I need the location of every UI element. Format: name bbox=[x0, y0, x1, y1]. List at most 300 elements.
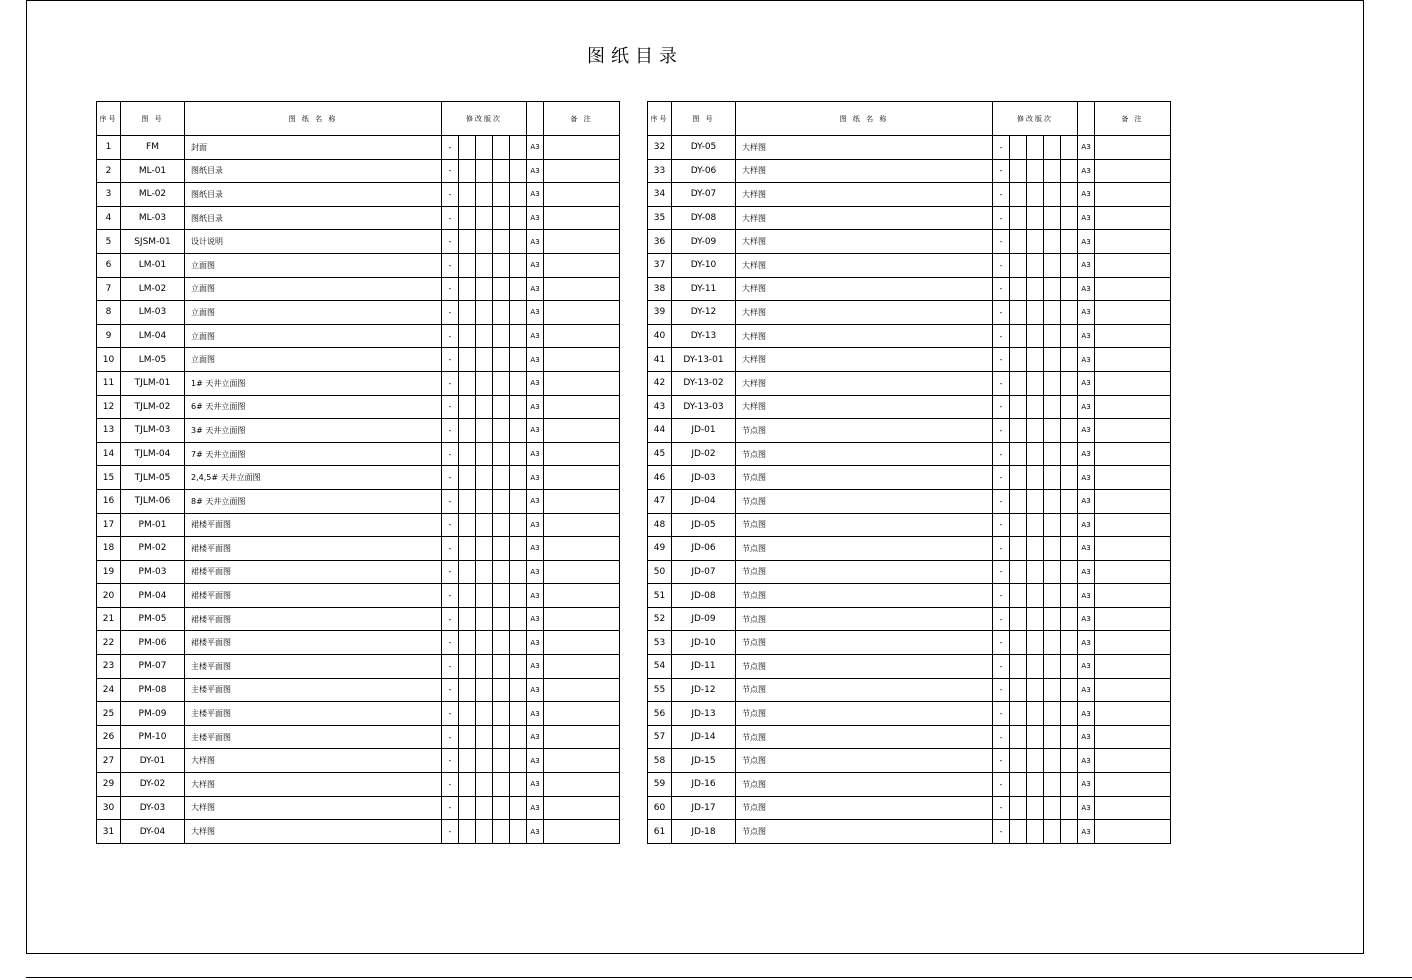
cell-remark bbox=[1095, 419, 1171, 443]
cell-no: 36 bbox=[648, 230, 672, 254]
cell-revision-blank bbox=[1027, 560, 1044, 584]
cell-no: 10 bbox=[97, 348, 121, 372]
cell-revision-blank bbox=[510, 419, 527, 443]
header-code: 图 号 bbox=[672, 102, 736, 136]
cell-no: 45 bbox=[648, 442, 672, 466]
cell-code: LM-03 bbox=[121, 301, 185, 325]
cell-revision-blank bbox=[1044, 159, 1061, 183]
cell-revision: - bbox=[442, 631, 459, 655]
table-row bbox=[648, 324, 1171, 348]
cell-revision-blank bbox=[1061, 324, 1078, 348]
table-row bbox=[648, 277, 1171, 301]
cell-remark bbox=[1095, 183, 1171, 207]
cell-revision-blank bbox=[1044, 206, 1061, 230]
cell-revision: - bbox=[442, 513, 459, 537]
table-row bbox=[97, 749, 620, 773]
cell-code: DY-11 bbox=[672, 277, 736, 301]
cell-remark bbox=[1095, 230, 1171, 254]
cell-format: A3 bbox=[527, 348, 544, 372]
cell-revision-blank bbox=[493, 348, 510, 372]
cell-no: 42 bbox=[648, 371, 672, 395]
table-row bbox=[648, 395, 1171, 419]
cell-revision-blank bbox=[1061, 773, 1078, 797]
cell-revision-blank bbox=[476, 159, 493, 183]
cell-no: 43 bbox=[648, 395, 672, 419]
cell-name: 大样图 bbox=[185, 749, 442, 773]
cell-revision-blank bbox=[1027, 607, 1044, 631]
table-row bbox=[97, 584, 620, 608]
cell-revision-blank bbox=[1061, 678, 1078, 702]
cell-revision-blank bbox=[1010, 702, 1027, 726]
cell-revision: - bbox=[993, 183, 1010, 207]
cell-code: DY-05 bbox=[672, 136, 736, 160]
cell-code: ML-01 bbox=[121, 159, 185, 183]
cell-revision-blank bbox=[1044, 230, 1061, 254]
cell-revision-blank bbox=[1010, 183, 1027, 207]
cell-revision: - bbox=[993, 395, 1010, 419]
cell-revision-blank bbox=[476, 348, 493, 372]
cell-format: A3 bbox=[527, 206, 544, 230]
table-row bbox=[97, 206, 620, 230]
cell-name: 裙楼平面图 bbox=[185, 513, 442, 537]
cell-remark bbox=[544, 466, 620, 490]
cell-revision-blank bbox=[1044, 466, 1061, 490]
cell-revision: - bbox=[442, 442, 459, 466]
cell-revision-blank bbox=[476, 631, 493, 655]
cell-revision-blank bbox=[510, 631, 527, 655]
cell-code: JD-03 bbox=[672, 466, 736, 490]
cell-remark bbox=[544, 584, 620, 608]
cell-revision-blank bbox=[459, 395, 476, 419]
cell-revision: - bbox=[993, 749, 1010, 773]
cell-remark bbox=[1095, 560, 1171, 584]
cell-revision-blank bbox=[1010, 442, 1027, 466]
cell-format: A3 bbox=[527, 136, 544, 160]
cell-revision-blank bbox=[510, 489, 527, 513]
cell-format: A3 bbox=[1078, 749, 1095, 773]
cell-revision-blank bbox=[1010, 348, 1027, 372]
cell-name: 7# 天井立面图 bbox=[185, 442, 442, 466]
cell-revision-blank bbox=[1010, 678, 1027, 702]
cell-revision-blank bbox=[1010, 395, 1027, 419]
cell-revision-blank bbox=[493, 631, 510, 655]
cell-revision-blank bbox=[1061, 537, 1078, 561]
cell-format: A3 bbox=[1078, 136, 1095, 160]
cell-code: JD-07 bbox=[672, 560, 736, 584]
cell-name: 节点图 bbox=[736, 631, 993, 655]
cell-format: A3 bbox=[1078, 253, 1095, 277]
cell-no: 57 bbox=[648, 725, 672, 749]
cell-revision: - bbox=[993, 489, 1010, 513]
cell-revision-blank bbox=[493, 301, 510, 325]
cell-revision-blank bbox=[493, 395, 510, 419]
cell-revision-blank bbox=[1010, 773, 1027, 797]
table-row bbox=[97, 820, 620, 844]
cell-revision-blank bbox=[493, 560, 510, 584]
cell-code: TJLM-05 bbox=[121, 466, 185, 490]
cell-revision-blank bbox=[476, 395, 493, 419]
cell-revision: - bbox=[993, 513, 1010, 537]
cell-name: 节点图 bbox=[736, 489, 993, 513]
table-row bbox=[648, 183, 1171, 207]
cell-remark bbox=[1095, 725, 1171, 749]
cell-name: 大样图 bbox=[736, 371, 993, 395]
cell-no: 3 bbox=[97, 183, 121, 207]
cell-code: JD-06 bbox=[672, 537, 736, 561]
cell-format: A3 bbox=[527, 607, 544, 631]
cell-revision-blank bbox=[459, 277, 476, 301]
cell-revision-blank bbox=[1027, 301, 1044, 325]
cell-revision: - bbox=[993, 655, 1010, 679]
cell-no: 18 bbox=[97, 537, 121, 561]
page-title: 图纸目录 bbox=[587, 46, 683, 67]
cell-revision-blank bbox=[493, 230, 510, 254]
cell-revision-blank bbox=[510, 560, 527, 584]
cell-revision-blank bbox=[1027, 324, 1044, 348]
header-name: 图 纸 名 称 bbox=[736, 102, 993, 136]
drawing-index-table-left bbox=[96, 101, 620, 844]
cell-revision-blank bbox=[476, 253, 493, 277]
cell-name: 节点图 bbox=[736, 513, 993, 537]
cell-revision-blank bbox=[1010, 749, 1027, 773]
cell-name: 大样图 bbox=[736, 230, 993, 254]
cell-revision: - bbox=[442, 773, 459, 797]
cell-code: DY-13-02 bbox=[672, 371, 736, 395]
cell-format: A3 bbox=[527, 419, 544, 443]
table-row bbox=[97, 348, 620, 372]
cell-revision-blank bbox=[459, 702, 476, 726]
table-row bbox=[97, 442, 620, 466]
cell-revision-blank bbox=[493, 442, 510, 466]
table-row bbox=[97, 183, 620, 207]
cell-revision-blank bbox=[476, 206, 493, 230]
table-row bbox=[648, 159, 1171, 183]
table-row bbox=[97, 371, 620, 395]
cell-name: 6# 天井立面图 bbox=[185, 395, 442, 419]
cell-no: 12 bbox=[97, 395, 121, 419]
table-row bbox=[97, 230, 620, 254]
cell-revision-blank bbox=[1010, 253, 1027, 277]
cell-revision-blank bbox=[1061, 796, 1078, 820]
cell-remark bbox=[1095, 277, 1171, 301]
cell-code: PM-07 bbox=[121, 655, 185, 679]
cell-no: 14 bbox=[97, 442, 121, 466]
table-row bbox=[648, 749, 1171, 773]
cell-code: LM-02 bbox=[121, 277, 185, 301]
cell-revision-blank bbox=[1061, 702, 1078, 726]
cell-code: DY-06 bbox=[672, 159, 736, 183]
cell-revision-blank bbox=[1027, 749, 1044, 773]
cell-name: 立面图 bbox=[185, 253, 442, 277]
cell-revision-blank bbox=[493, 725, 510, 749]
cell-revision-blank bbox=[476, 702, 493, 726]
table-row bbox=[648, 466, 1171, 490]
table-row bbox=[648, 419, 1171, 443]
cell-code: JD-05 bbox=[672, 513, 736, 537]
cell-revision-blank bbox=[1061, 820, 1078, 844]
cell-revision-blank bbox=[510, 324, 527, 348]
table-row bbox=[648, 301, 1171, 325]
table-row bbox=[97, 136, 620, 160]
cell-remark bbox=[1095, 607, 1171, 631]
cell-code: DY-12 bbox=[672, 301, 736, 325]
cell-revision-blank bbox=[1044, 371, 1061, 395]
cell-code: JD-04 bbox=[672, 489, 736, 513]
cell-revision-blank bbox=[1061, 655, 1078, 679]
table-row bbox=[97, 631, 620, 655]
cell-revision-blank bbox=[1061, 749, 1078, 773]
cell-format: A3 bbox=[527, 796, 544, 820]
cell-revision-blank bbox=[476, 301, 493, 325]
cell-format: A3 bbox=[1078, 371, 1095, 395]
cell-remark bbox=[1095, 820, 1171, 844]
cell-revision-blank bbox=[1010, 136, 1027, 160]
cell-format: A3 bbox=[1078, 678, 1095, 702]
cell-revision: - bbox=[442, 419, 459, 443]
cell-revision: - bbox=[442, 607, 459, 631]
cell-no: 38 bbox=[648, 277, 672, 301]
table-row bbox=[97, 395, 620, 419]
cell-format: A3 bbox=[527, 277, 544, 301]
cell-revision-blank bbox=[476, 537, 493, 561]
cell-revision-blank bbox=[459, 725, 476, 749]
cell-no: 6 bbox=[97, 253, 121, 277]
cell-revision-blank bbox=[476, 820, 493, 844]
cell-code: TJLM-02 bbox=[121, 395, 185, 419]
cell-no: 52 bbox=[648, 607, 672, 631]
table-row bbox=[648, 820, 1171, 844]
cell-remark bbox=[544, 348, 620, 372]
cell-remark bbox=[1095, 206, 1171, 230]
cell-revision-blank bbox=[493, 655, 510, 679]
cell-revision-blank bbox=[459, 820, 476, 844]
table-row bbox=[648, 584, 1171, 608]
cell-revision-blank bbox=[510, 773, 527, 797]
cell-code: PM-10 bbox=[121, 725, 185, 749]
cell-code: JD-12 bbox=[672, 678, 736, 702]
cell-no: 47 bbox=[648, 489, 672, 513]
table-row bbox=[97, 725, 620, 749]
frame-bottom-line bbox=[26, 977, 1412, 978]
cell-format: A3 bbox=[1078, 489, 1095, 513]
cell-no: 15 bbox=[97, 466, 121, 490]
cell-revision-blank bbox=[1044, 749, 1061, 773]
cell-format: A3 bbox=[1078, 442, 1095, 466]
table-row bbox=[648, 560, 1171, 584]
cell-revision-blank bbox=[493, 206, 510, 230]
cell-remark bbox=[1095, 584, 1171, 608]
cell-name: 节点图 bbox=[736, 725, 993, 749]
cell-remark bbox=[544, 442, 620, 466]
cell-remark bbox=[544, 678, 620, 702]
table-row bbox=[97, 489, 620, 513]
cell-format: A3 bbox=[1078, 395, 1095, 419]
cell-revision-blank bbox=[1027, 159, 1044, 183]
cell-revision-blank bbox=[1061, 395, 1078, 419]
cell-revision-blank bbox=[476, 678, 493, 702]
cell-remark bbox=[1095, 489, 1171, 513]
cell-revision-blank bbox=[1010, 820, 1027, 844]
table-row bbox=[648, 607, 1171, 631]
cell-name: 3# 天井立面图 bbox=[185, 419, 442, 443]
cell-revision-blank bbox=[1044, 277, 1061, 301]
cell-name: 大样图 bbox=[736, 277, 993, 301]
cell-revision-blank bbox=[459, 489, 476, 513]
cell-revision-blank bbox=[1027, 513, 1044, 537]
cell-name: 节点图 bbox=[736, 584, 993, 608]
table-body-right bbox=[648, 136, 1171, 844]
cell-revision: - bbox=[442, 348, 459, 372]
table-row bbox=[97, 655, 620, 679]
cell-name: 主楼平面图 bbox=[185, 655, 442, 679]
cell-revision-blank bbox=[459, 159, 476, 183]
cell-revision-blank bbox=[1027, 796, 1044, 820]
cell-revision-blank bbox=[493, 537, 510, 561]
cell-revision-blank bbox=[1044, 631, 1061, 655]
header-remark: 备 注 bbox=[1095, 102, 1171, 136]
cell-revision: - bbox=[442, 584, 459, 608]
cell-format: A3 bbox=[527, 183, 544, 207]
cell-revision-blank bbox=[459, 678, 476, 702]
cell-revision-blank bbox=[510, 183, 527, 207]
cell-format: A3 bbox=[527, 253, 544, 277]
header-format bbox=[1078, 102, 1095, 136]
cell-revision-blank bbox=[1044, 678, 1061, 702]
table-row bbox=[97, 466, 620, 490]
cell-remark bbox=[544, 253, 620, 277]
cell-no: 49 bbox=[648, 537, 672, 561]
cell-code: DY-13-03 bbox=[672, 395, 736, 419]
cell-revision: - bbox=[993, 820, 1010, 844]
cell-code: JD-15 bbox=[672, 749, 736, 773]
cell-name: 节点图 bbox=[736, 419, 993, 443]
cell-remark bbox=[544, 324, 620, 348]
cell-revision: - bbox=[442, 749, 459, 773]
cell-revision: - bbox=[993, 348, 1010, 372]
cell-revision-blank bbox=[510, 678, 527, 702]
cell-code: JD-18 bbox=[672, 820, 736, 844]
cell-revision: - bbox=[993, 631, 1010, 655]
cell-remark bbox=[544, 773, 620, 797]
cell-revision-blank bbox=[510, 442, 527, 466]
cell-revision-blank bbox=[1010, 725, 1027, 749]
cell-revision-blank bbox=[459, 631, 476, 655]
cell-name: 节点图 bbox=[736, 702, 993, 726]
cell-name: 大样图 bbox=[185, 820, 442, 844]
table-row bbox=[648, 489, 1171, 513]
cell-revision: - bbox=[993, 253, 1010, 277]
cell-revision-blank bbox=[1010, 159, 1027, 183]
cell-no: 35 bbox=[648, 206, 672, 230]
cell-revision-blank bbox=[1027, 773, 1044, 797]
cell-remark bbox=[544, 702, 620, 726]
cell-revision-blank bbox=[1061, 253, 1078, 277]
cell-remark bbox=[1095, 371, 1171, 395]
cell-code: SJSM-01 bbox=[121, 230, 185, 254]
cell-revision-blank bbox=[510, 159, 527, 183]
table-row bbox=[648, 537, 1171, 561]
cell-revision-blank bbox=[510, 371, 527, 395]
cell-remark bbox=[544, 537, 620, 561]
cell-revision-blank bbox=[510, 395, 527, 419]
cell-revision: - bbox=[442, 655, 459, 679]
cell-no: 8 bbox=[97, 301, 121, 325]
cell-revision-blank bbox=[459, 749, 476, 773]
cell-revision-blank bbox=[1061, 301, 1078, 325]
cell-format: A3 bbox=[527, 749, 544, 773]
cell-revision: - bbox=[993, 702, 1010, 726]
table-row bbox=[97, 253, 620, 277]
cell-revision-blank bbox=[459, 230, 476, 254]
cell-revision-blank bbox=[476, 136, 493, 160]
cell-name: 图纸目录 bbox=[185, 206, 442, 230]
cell-revision-blank bbox=[510, 537, 527, 561]
cell-revision-blank bbox=[1044, 560, 1061, 584]
cell-revision: - bbox=[993, 773, 1010, 797]
cell-revision-blank bbox=[1044, 820, 1061, 844]
cell-revision: - bbox=[993, 324, 1010, 348]
cell-format: A3 bbox=[527, 301, 544, 325]
cell-name: 裙楼平面图 bbox=[185, 537, 442, 561]
cell-no: 44 bbox=[648, 419, 672, 443]
cell-name: 大样图 bbox=[736, 324, 993, 348]
table-row bbox=[97, 419, 620, 443]
table-row bbox=[97, 513, 620, 537]
cell-revision-blank bbox=[1027, 136, 1044, 160]
cell-remark bbox=[1095, 796, 1171, 820]
cell-revision-blank bbox=[1044, 725, 1061, 749]
cell-format: A3 bbox=[527, 702, 544, 726]
cell-revision: - bbox=[442, 725, 459, 749]
cell-revision-blank bbox=[1010, 537, 1027, 561]
cell-revision-blank bbox=[476, 725, 493, 749]
cell-remark bbox=[544, 230, 620, 254]
cell-format: A3 bbox=[527, 584, 544, 608]
cell-revision: - bbox=[442, 277, 459, 301]
cell-format: A3 bbox=[527, 631, 544, 655]
cell-revision: - bbox=[993, 584, 1010, 608]
cell-name: 大样图 bbox=[736, 136, 993, 160]
cell-code: TJLM-03 bbox=[121, 419, 185, 443]
cell-remark bbox=[1095, 702, 1171, 726]
cell-name: 图纸目录 bbox=[185, 159, 442, 183]
cell-no: 22 bbox=[97, 631, 121, 655]
cell-no: 53 bbox=[648, 631, 672, 655]
cell-revision-blank bbox=[1027, 725, 1044, 749]
cell-no: 51 bbox=[648, 584, 672, 608]
cell-revision-blank bbox=[510, 820, 527, 844]
cell-format: A3 bbox=[527, 395, 544, 419]
table-row bbox=[648, 136, 1171, 160]
cell-revision: - bbox=[993, 796, 1010, 820]
cell-format: A3 bbox=[527, 159, 544, 183]
cell-revision-blank bbox=[493, 796, 510, 820]
cell-name: 立面图 bbox=[185, 324, 442, 348]
cell-format: A3 bbox=[1078, 820, 1095, 844]
cell-revision-blank bbox=[1061, 725, 1078, 749]
cell-revision-blank bbox=[510, 466, 527, 490]
cell-no: 20 bbox=[97, 584, 121, 608]
cell-remark bbox=[544, 277, 620, 301]
cell-revision-blank bbox=[459, 253, 476, 277]
cell-format: A3 bbox=[1078, 773, 1095, 797]
cell-code: JD-16 bbox=[672, 773, 736, 797]
cell-revision-blank bbox=[1044, 655, 1061, 679]
cell-no: 29 bbox=[97, 773, 121, 797]
cell-code: JD-02 bbox=[672, 442, 736, 466]
cell-no: 31 bbox=[97, 820, 121, 844]
table-row bbox=[648, 206, 1171, 230]
